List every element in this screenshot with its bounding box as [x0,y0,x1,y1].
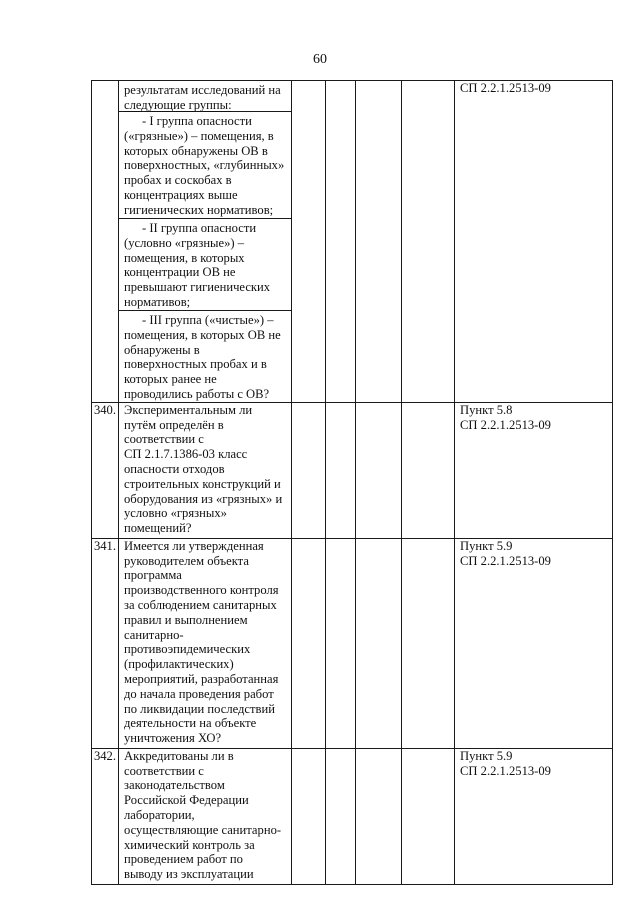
question-line: строительных конструкций и [124,476,281,491]
question-line: - I группа опасности [142,114,252,128]
table-row [92,81,613,403]
question-line: опасности отходов [124,461,225,476]
question-line: противоэпидемических [124,642,251,657]
answer-cell [402,81,455,403]
reference-cell [455,402,613,538]
question-line: Имеется ли утвержденная [124,538,264,553]
answer-cell [292,402,326,538]
answer-cell [402,402,455,538]
question-line: проведением работ по [124,852,243,867]
question-line: оборудования из «грязных» и [124,491,283,506]
row-number [92,81,119,403]
question-block [119,219,291,311]
question-line: производственного контроля [124,583,279,598]
question-line: (профилактических) [124,657,234,672]
answer-cell [326,81,356,403]
answer-cell [356,81,402,403]
answer-cell [402,748,455,884]
answer-cell [356,748,402,884]
reference-line: СП 2.2.1.2513-09 [460,417,551,432]
question-block [119,311,291,402]
question-line: которых обнаружены ОВ в [124,143,268,158]
question-line: лаборатории, [124,807,195,822]
question-line: Экспериментальным ли [124,402,253,417]
question-line: соответствии с [124,432,204,447]
reference-line: СП 2.2.1.2513-09 [460,553,551,568]
question-line: концентрации ОВ не [124,265,236,280]
question-line: помещения, в которых ОВ не [124,327,281,342]
question-line: санитарно- [124,627,184,642]
row-number: 340. [92,402,119,538]
answer-cell [326,748,356,884]
question-cell [119,81,292,403]
answer-cell [292,538,326,748]
reference-line: Пункт 5.8 [460,402,513,417]
question-line: СП 2.1.7.1386-03 класс [124,447,248,462]
answer-cell [292,748,326,884]
row-number: 341. [92,538,119,748]
answer-cell [292,81,326,403]
question-line: результатам исследований на [124,83,281,97]
question-line: осуществляющие санитарно- [124,822,282,837]
answer-cell [326,402,356,538]
question-cell [119,748,292,884]
reference-cell [455,538,613,748]
question-line: деятельности на объекте [124,716,257,731]
question-cell [119,538,292,748]
question-line: уничтожения ХО? [124,731,222,746]
question-line: помещения, в которых [124,250,245,265]
question-line: обнаружены в [124,342,200,357]
answer-cell [402,538,455,748]
question-line: превышают гигиенических [124,280,271,295]
question-line: проводились работы с ОВ? [124,386,270,401]
question-line: - III группа («чистые») – [142,313,274,327]
requirements-table [91,80,613,885]
reference-line: СП 2.2.1.2513-09 [460,763,551,778]
question-cell [119,402,292,538]
question-line: правил и выполнением [124,612,248,627]
question-line: руководителем объекта [124,553,249,568]
answer-cell [356,402,402,538]
page-number: 60 [313,52,327,67]
row-number: 342. [92,748,119,884]
question-line: пробах и соскобах в [124,173,232,188]
question-line: по ликвидации последствий [124,701,275,716]
reference-cell [455,748,613,884]
question-line: законодательством [124,778,225,793]
reference-cell [455,81,613,403]
question-line: гигиенических нормативов; [124,202,274,217]
question-line: поверхностных, «глубинных» [124,158,285,173]
question-line: химический контроль за [124,837,255,852]
reference-line: Пункт 5.9 [460,538,513,553]
table-row [92,538,613,748]
question-line: («грязные») – помещения, в [124,128,274,143]
question-line: помещений? [124,521,192,536]
answer-cell [356,538,402,748]
question-line: условно «грязных» [124,506,227,521]
question-block [119,81,291,112]
question-line: выводу из эксплуатации [124,867,254,882]
question-line: концентрациях выше [124,187,238,202]
question-block [119,112,291,219]
question-line: до начала проведения работ [124,686,274,701]
question-line: соответствии с [124,763,204,778]
question-line: - II группа опасности [142,221,257,235]
question-line: которых ранее не [124,372,217,387]
question-line: за соблюдением санитарных [124,597,277,612]
table-row [92,748,613,884]
answer-cell [326,538,356,748]
table-row [92,402,613,538]
question-line: Аккредитованы ли в [124,748,234,763]
question-line: поверхностных пробах и в [124,357,267,372]
question-line: следующие группы: [124,97,232,112]
reference-line: СП 2.2.1.2513-09 [460,81,551,95]
question-line: нормативов; [124,294,191,309]
question-line: путём определён в [124,417,224,432]
question-line: Российской Федерации [124,793,249,808]
question-line: (условно «грязные») – [124,235,245,250]
reference-line: Пункт 5.9 [460,748,513,763]
question-line: программа [124,568,182,583]
question-line: мероприятий, разработанная [124,671,279,686]
